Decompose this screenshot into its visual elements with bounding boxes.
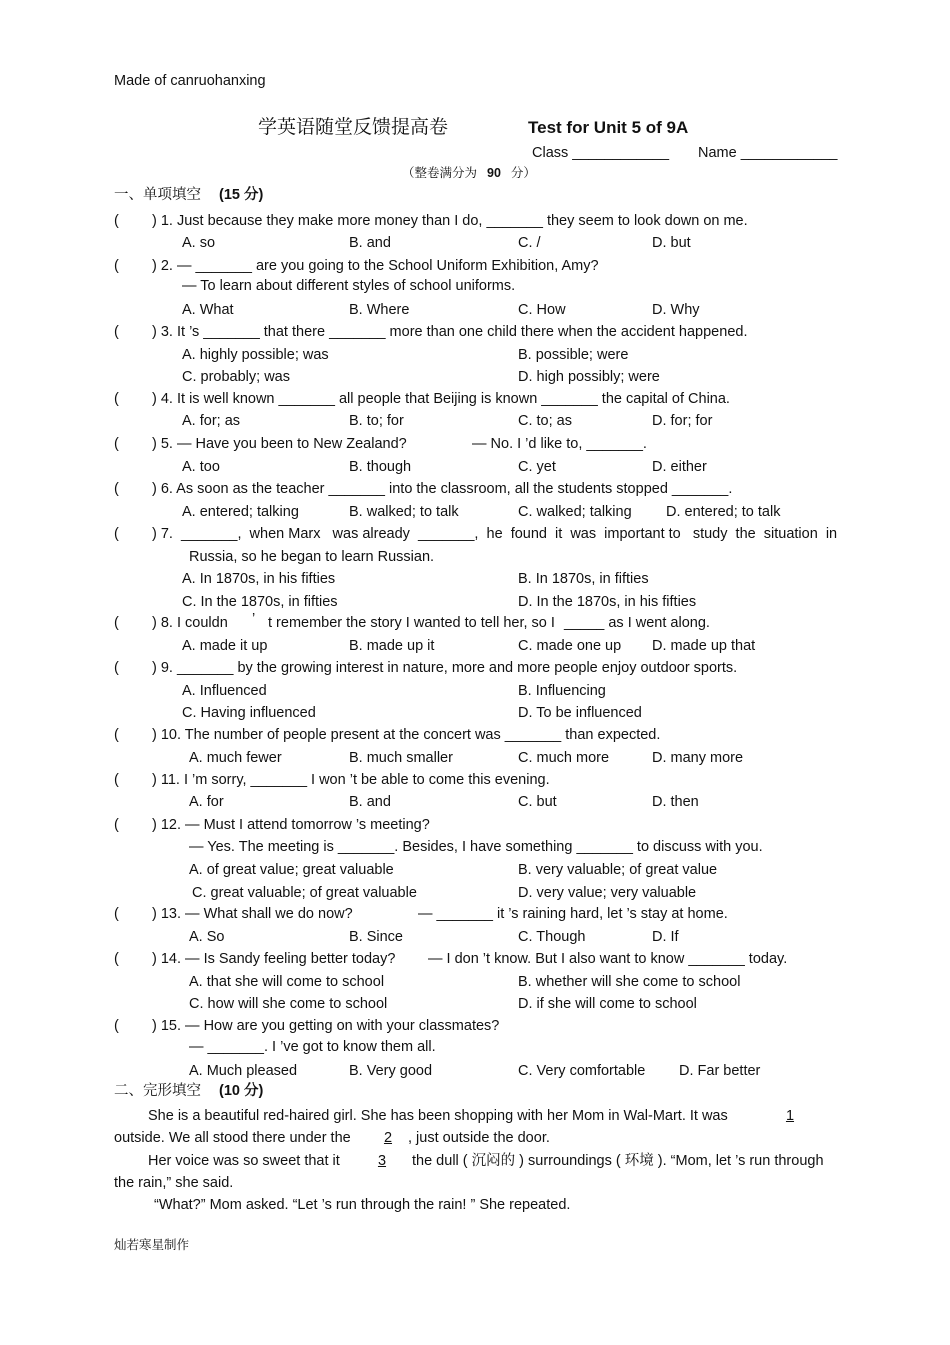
- q13-option-a: A. So: [189, 929, 225, 945]
- footer-made-by: 灿若寒星制作: [114, 1237, 190, 1252]
- q12-option-b: B. very valuable; of great value: [518, 862, 718, 878]
- q15-reply: — _______. I ’ve got to know them all.: [189, 1039, 436, 1055]
- q2-option-a: A. What: [182, 302, 234, 318]
- section2-title: 二、完形填空: [114, 1083, 201, 1099]
- q5-option-a: A. too: [182, 459, 220, 475]
- q5-option-d: D. either: [652, 459, 707, 475]
- q7-option-a: A. In 1870s, in his fifties: [182, 571, 336, 587]
- score-number: 90: [487, 166, 501, 180]
- q11-option-a: A. for: [189, 794, 224, 810]
- section2-heading: [114, 1082, 263, 1100]
- total-score-note: [402, 164, 536, 182]
- q7-stem: ) 7. _______, when Marx was already _______, he found it was important to study the situation in: [152, 526, 838, 542]
- cloze-blank-2: 2: [383, 1130, 393, 1146]
- q3-option-b: B. possible; were: [518, 347, 629, 363]
- section1-score: (15 分): [219, 187, 264, 203]
- q2-bracket: (: [114, 258, 119, 274]
- q3-bracket: (: [114, 324, 119, 340]
- q11-option-c: C. but: [518, 794, 557, 810]
- q5-bracket: (: [114, 436, 119, 452]
- title-english: Test for Unit 5 of 9A: [528, 118, 689, 137]
- q1-option-b: B. and: [349, 235, 391, 251]
- passage-line-3: Her voice was so sweet that it: [148, 1153, 340, 1169]
- q7-stem-continued: Russia, so he began to learn Russian.: [189, 549, 435, 565]
- passage-line-1: She is a beautiful red-haired girl. She has been shopping with her Mom in Wal-Mart. It was: [148, 1108, 728, 1124]
- q5-stem: ) 5. — Have you been to New Zealand?: [152, 436, 407, 452]
- q14-option-a: A. that she will come to school: [189, 974, 385, 990]
- q6-stem: ) 6. As soon as the teacher _______ into the classroom, all the students stopped _______.: [152, 481, 733, 497]
- q12-option-d: D. very value; very valuable: [518, 885, 697, 901]
- q2-option-b: B. Where: [349, 302, 410, 318]
- q7-bracket: (: [114, 526, 119, 542]
- q7-option-b: B. In 1870s, in fifties: [518, 571, 649, 587]
- cloze-blank-3: 3: [377, 1153, 387, 1169]
- q8-option-c: C. made one up: [518, 638, 622, 654]
- q4-bracket: (: [114, 391, 119, 407]
- q13-option-b: B. Since: [349, 929, 403, 945]
- q4-option-b: B. to; for: [349, 413, 404, 429]
- section1-heading: [114, 186, 263, 204]
- q15-option-b: B. Very good: [349, 1063, 433, 1079]
- q11-stem: ) 11. I ’m sorry, _______ I won ’t be able to come this evening.: [152, 772, 550, 788]
- q5-option-c: C. yet: [518, 459, 556, 475]
- q15-stem: ) 15. — How are you getting on with your classmates?: [152, 1018, 500, 1034]
- q3-option-a: A. highly possible; was: [182, 347, 329, 363]
- q11-bracket: (: [114, 772, 119, 788]
- q8-option-a: A. made it up: [182, 638, 268, 654]
- q8-stem-start: ) 8. I couldn: [152, 615, 228, 631]
- q5-option-b: B. though: [349, 459, 412, 475]
- made-of-note: Made of canruohanxing: [114, 73, 266, 89]
- q1-option-c: C. /: [518, 235, 541, 251]
- name-field-label: Name ____________: [698, 145, 838, 161]
- q9-option-c: C. Having influenced: [182, 705, 316, 721]
- section2-score: (10 分): [219, 1083, 264, 1099]
- q11-option-d: D. then: [652, 794, 699, 810]
- q13-option-c: C. Though: [518, 929, 586, 945]
- q10-option-b: B. much smaller: [349, 750, 453, 766]
- q10-stem: ) 10. The number of people present at the concert was _______ than expected.: [152, 727, 661, 743]
- passage-line-4: the rain,” she said.: [114, 1175, 234, 1191]
- class-field-label: Class ____________: [532, 145, 670, 161]
- q8-apostrophe: ’: [252, 611, 256, 627]
- q13-option-d: D. If: [652, 929, 679, 945]
- q9-option-a: A. Influenced: [182, 683, 267, 699]
- q6-option-b: B. walked; to talk: [349, 504, 459, 520]
- q1-option-a: A. so: [182, 235, 216, 251]
- q4-option-d: D. for; for: [652, 413, 713, 429]
- q12-reply: — Yes. The meeting is _______. Besides, I have something _______ to discuss with you.: [189, 839, 763, 855]
- q9-stem: ) 9. _______ by the growing interest in nature, more and more people enjoy outdoor sports.: [152, 660, 738, 676]
- q9-option-b: B. Influencing: [518, 683, 606, 699]
- q10-option-a: A. much fewer: [189, 750, 282, 766]
- q12-option-a: A. of great value; great valuable: [189, 862, 394, 878]
- q8-bracket: (: [114, 615, 119, 631]
- q3-stem: ) 3. It ’s _______ that there _______ more than one child there when the accident happened.: [152, 324, 748, 340]
- q1-bracket: (: [114, 213, 119, 229]
- q13-bracket: (: [114, 906, 119, 922]
- q14-reply: — I don ’t know. But I also want to know _______ today.: [428, 951, 788, 967]
- q6-option-d: D. entered; to talk: [666, 504, 781, 520]
- q10-option-c: C. much more: [518, 750, 610, 766]
- q15-option-c: C. Very comfortable: [518, 1063, 646, 1079]
- passage-line-2-end: , just outside the door.: [408, 1130, 550, 1146]
- score-post: 分）: [510, 165, 536, 180]
- q9-option-d: D. To be influenced: [518, 705, 642, 721]
- q8-option-b: B. made up it: [349, 638, 435, 654]
- q8-stem-middle: t remember the story I wanted to tell her, so I: [268, 615, 555, 631]
- q4-stem: ) 4. It is well known _______ all people that Beijing is known _______ the capital of China.: [152, 391, 730, 407]
- q2-reply: — To learn about different styles of school uniforms.: [182, 278, 516, 294]
- q8-stem-end: _____ as I went along.: [564, 615, 710, 631]
- q14-option-d: D. if she will come to school: [518, 996, 697, 1012]
- score-pre: （整卷满分为: [402, 165, 478, 180]
- q1-option-d: D. but: [652, 235, 691, 251]
- q2-option-c: C. How: [518, 302, 566, 318]
- q7-option-d: D. In the 1870s, in his fifties: [518, 594, 697, 610]
- section1-title: 一、单项填空: [114, 187, 201, 203]
- q14-bracket: (: [114, 951, 119, 967]
- q12-bracket: (: [114, 817, 119, 833]
- q13-stem: ) 13. — What shall we do now?: [152, 906, 353, 922]
- q6-option-c: C. walked; talking: [518, 504, 632, 520]
- q10-bracket: (: [114, 727, 119, 743]
- q3-option-c: C. probably; was: [182, 369, 290, 385]
- q1-stem: ) 1. Just because they make more money than I do, _______ they seem to look down on me.: [152, 213, 748, 229]
- q14-option-c: C. how will she come to school: [189, 996, 388, 1012]
- q6-bracket: (: [114, 481, 119, 497]
- q2-stem: ) 2. — _______ are you going to the School Uniform Exhibition, Amy?: [152, 258, 599, 274]
- q15-option-a: A. Much pleased: [189, 1063, 298, 1079]
- q4-option-a: A. for; as: [182, 413, 241, 429]
- q4-option-c: C. to; as: [518, 413, 572, 429]
- q9-bracket: (: [114, 660, 119, 676]
- q12-option-c: C. great valuable; of great valuable: [192, 885, 417, 901]
- q3-option-d: D. high possibly; were: [518, 369, 660, 385]
- q2-option-d: D. Why: [652, 302, 700, 318]
- q8-option-d: D. made up that: [652, 638, 756, 654]
- cloze-blank-1: 1: [785, 1108, 795, 1124]
- q5-reply: — No. I ’d like to, _______.: [472, 436, 647, 452]
- passage-line-3-end: the dull ( 沉闷的 ) surroundings ( 环境 ). “Mom, let ’s run through: [412, 1153, 824, 1169]
- q12-stem: ) 12. — Must I attend tomorrow ’s meeting?: [152, 817, 430, 833]
- title-chinese: 学英语随堂反馈提高卷: [258, 116, 449, 138]
- q11-option-b: B. and: [349, 794, 391, 810]
- q10-option-d: D. many more: [652, 750, 744, 766]
- passage-line-2: outside. We all stood there under the: [114, 1130, 351, 1146]
- q6-option-a: A. entered; talking: [182, 504, 299, 520]
- passage-line-5: “What?” Mom asked. “Let ’s run through the rain! ” She repeated.: [154, 1197, 571, 1213]
- q15-option-d: D. Far better: [679, 1063, 761, 1079]
- q15-bracket: (: [114, 1018, 119, 1034]
- q14-option-b: B. whether will she come to school: [518, 974, 741, 990]
- q13-reply: — _______ it ’s raining hard, let ’s stay at home.: [418, 906, 728, 922]
- q14-stem: ) 14. — Is Sandy feeling better today?: [152, 951, 396, 967]
- q7-option-c: C. In the 1870s, in fifties: [182, 594, 338, 610]
